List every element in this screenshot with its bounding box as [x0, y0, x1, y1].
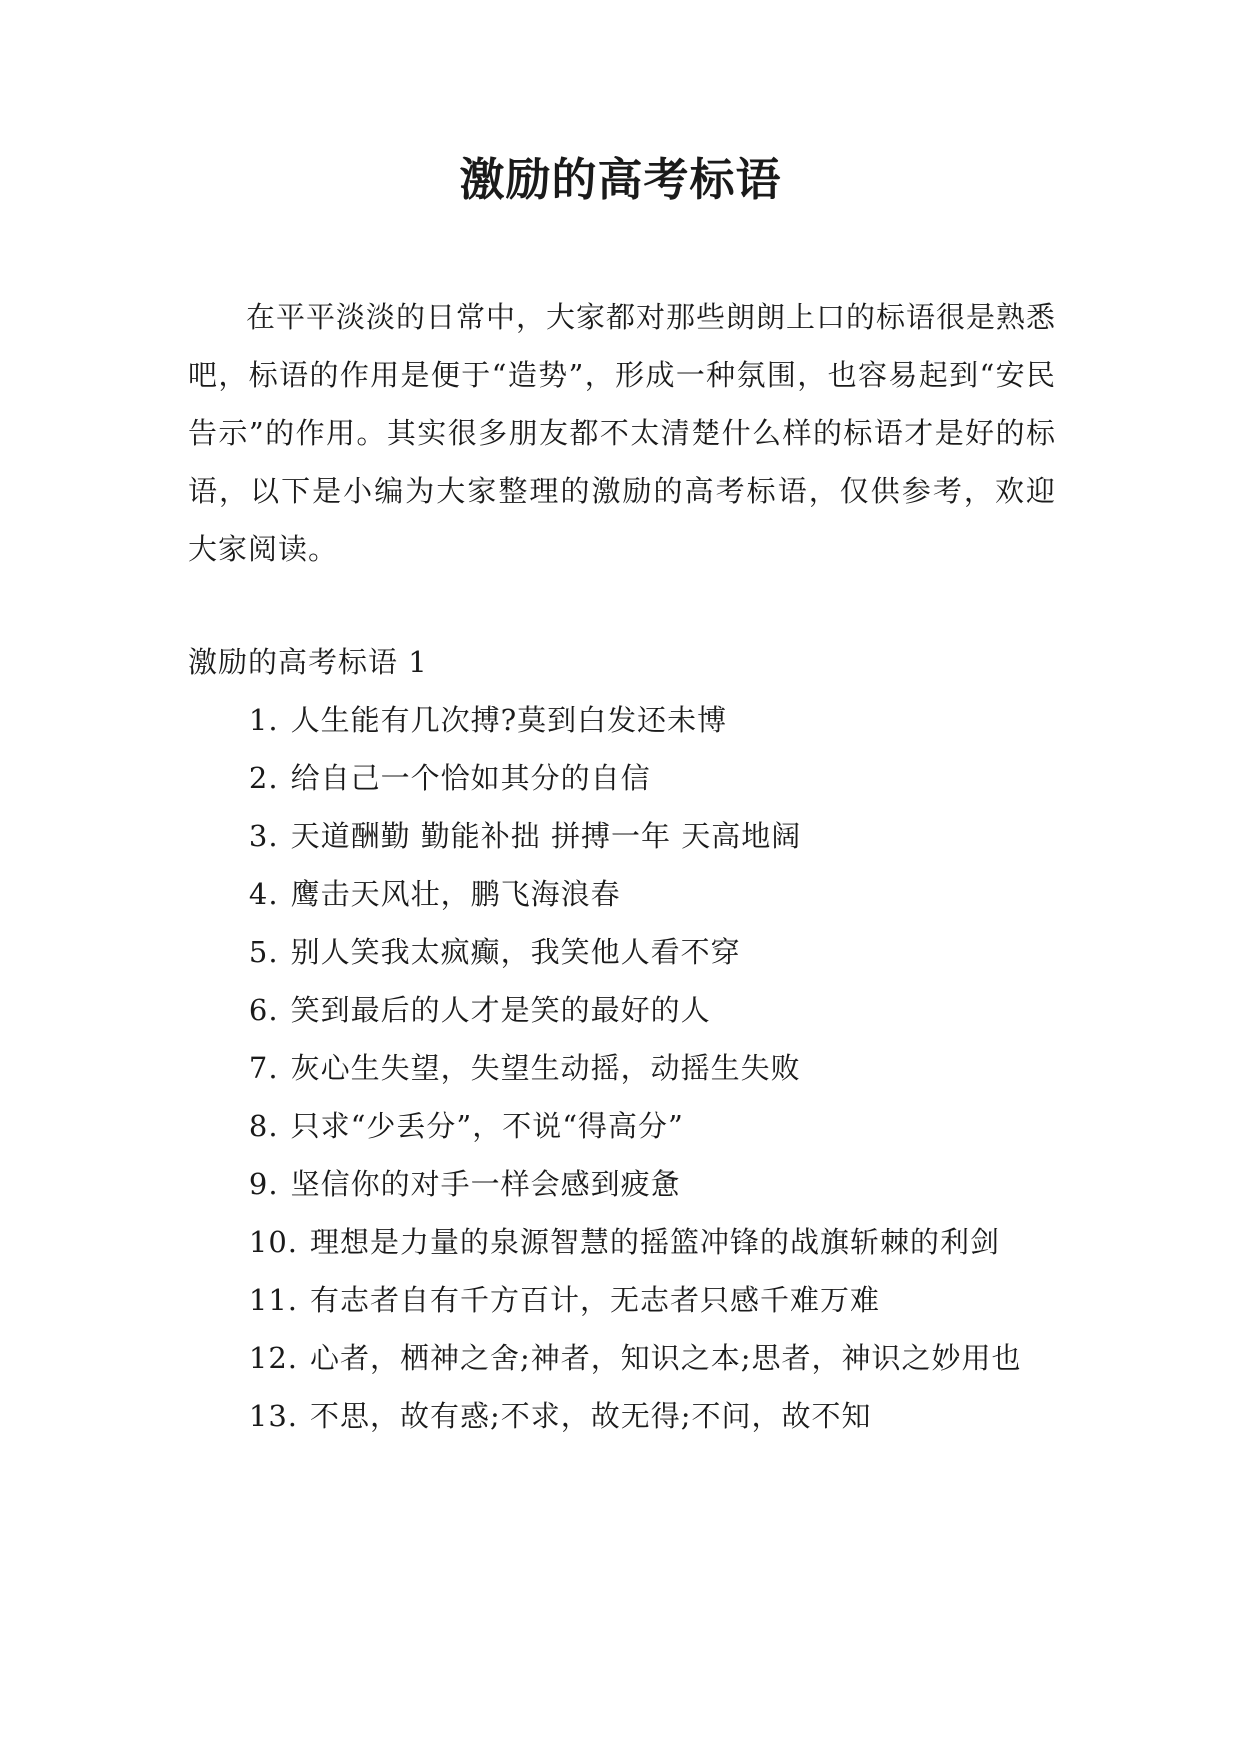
item-text: 给自己一个恰如其分的自信 [290, 761, 651, 795]
item-number: 2. [248, 761, 279, 795]
item-number: 13. [248, 1399, 299, 1433]
item-number: 4. [248, 877, 279, 911]
item-number: 5. [248, 935, 279, 969]
item-text: 心者，栖神之舍;神者，知识之本;思者，神识之妙用也 [310, 1341, 1022, 1375]
item-text: 有志者自有千方百计，无志者只感千难万难 [310, 1283, 881, 1317]
item-text: 天道酬勤 勤能补拙 拼搏一年 天高地阔 [290, 819, 802, 853]
list-item [188, 1097, 1056, 1155]
document-title: 激励的高考标语 [459, 153, 782, 206]
list-item [188, 749, 1056, 807]
item-number: 8. [248, 1109, 279, 1143]
list-item [188, 1387, 1056, 1445]
list-item [188, 1155, 1056, 1213]
list-item [188, 923, 1056, 981]
item-text: 鹰击天风壮，鹏飞海浪春 [290, 877, 621, 911]
item-text: 灰心生失望，失望生动摇，动摇生失败 [290, 1051, 801, 1085]
item-number: 9. [248, 1167, 279, 1201]
item-text: 理想是力量的泉源智慧的摇篮冲锋的战旗斩棘的利剑 [310, 1225, 1001, 1259]
list-item [188, 691, 1056, 749]
item-text: 别人笑我太疯癫，我笑他人看不穿 [290, 935, 741, 969]
item-number: 1. [248, 703, 279, 737]
section-heading: 激励的高考标语 1 [188, 645, 428, 679]
list-item [188, 807, 1056, 865]
list-item [188, 1271, 1056, 1329]
item-number: 10. [248, 1225, 299, 1259]
item-text: 不思，故有惑;不求，故无得;不问，故不知 [310, 1399, 872, 1433]
item-text: 只求“少丢分”，不说“得高分” [290, 1109, 684, 1143]
item-number: 7. [248, 1051, 279, 1085]
item-number: 6. [248, 993, 279, 1027]
slogan-list [188, 691, 1056, 1445]
list-item [188, 865, 1056, 923]
intro-paragraph: 在平平淡淡的日常中，大家都对那些朗朗上口的标语很是熟悉吧，标语的作用是便于“造势”，形成一种氛围，也容易起到“安民告示”的作用。其实很多朋友都不太清楚什么样的标语才是好的标语，以下是小编为大家整理的激励的高考标语，仅供参考，欢迎大家阅读。 [188, 300, 1057, 566]
list-item [188, 981, 1056, 1039]
list-item [188, 1213, 1056, 1271]
item-text: 坚信你的对手一样会感到疲惫 [290, 1167, 681, 1201]
item-number: 12. [248, 1341, 299, 1375]
item-text: 人生能有几次搏?莫到白发还未博 [290, 703, 728, 737]
list-item [188, 1329, 1056, 1387]
document-body [188, 288, 1056, 1445]
item-text: 笑到最后的人才是笑的最好的人 [290, 993, 711, 1027]
item-number: 11. [248, 1283, 299, 1317]
item-number: 3. [248, 819, 279, 853]
list-item [188, 1039, 1056, 1097]
